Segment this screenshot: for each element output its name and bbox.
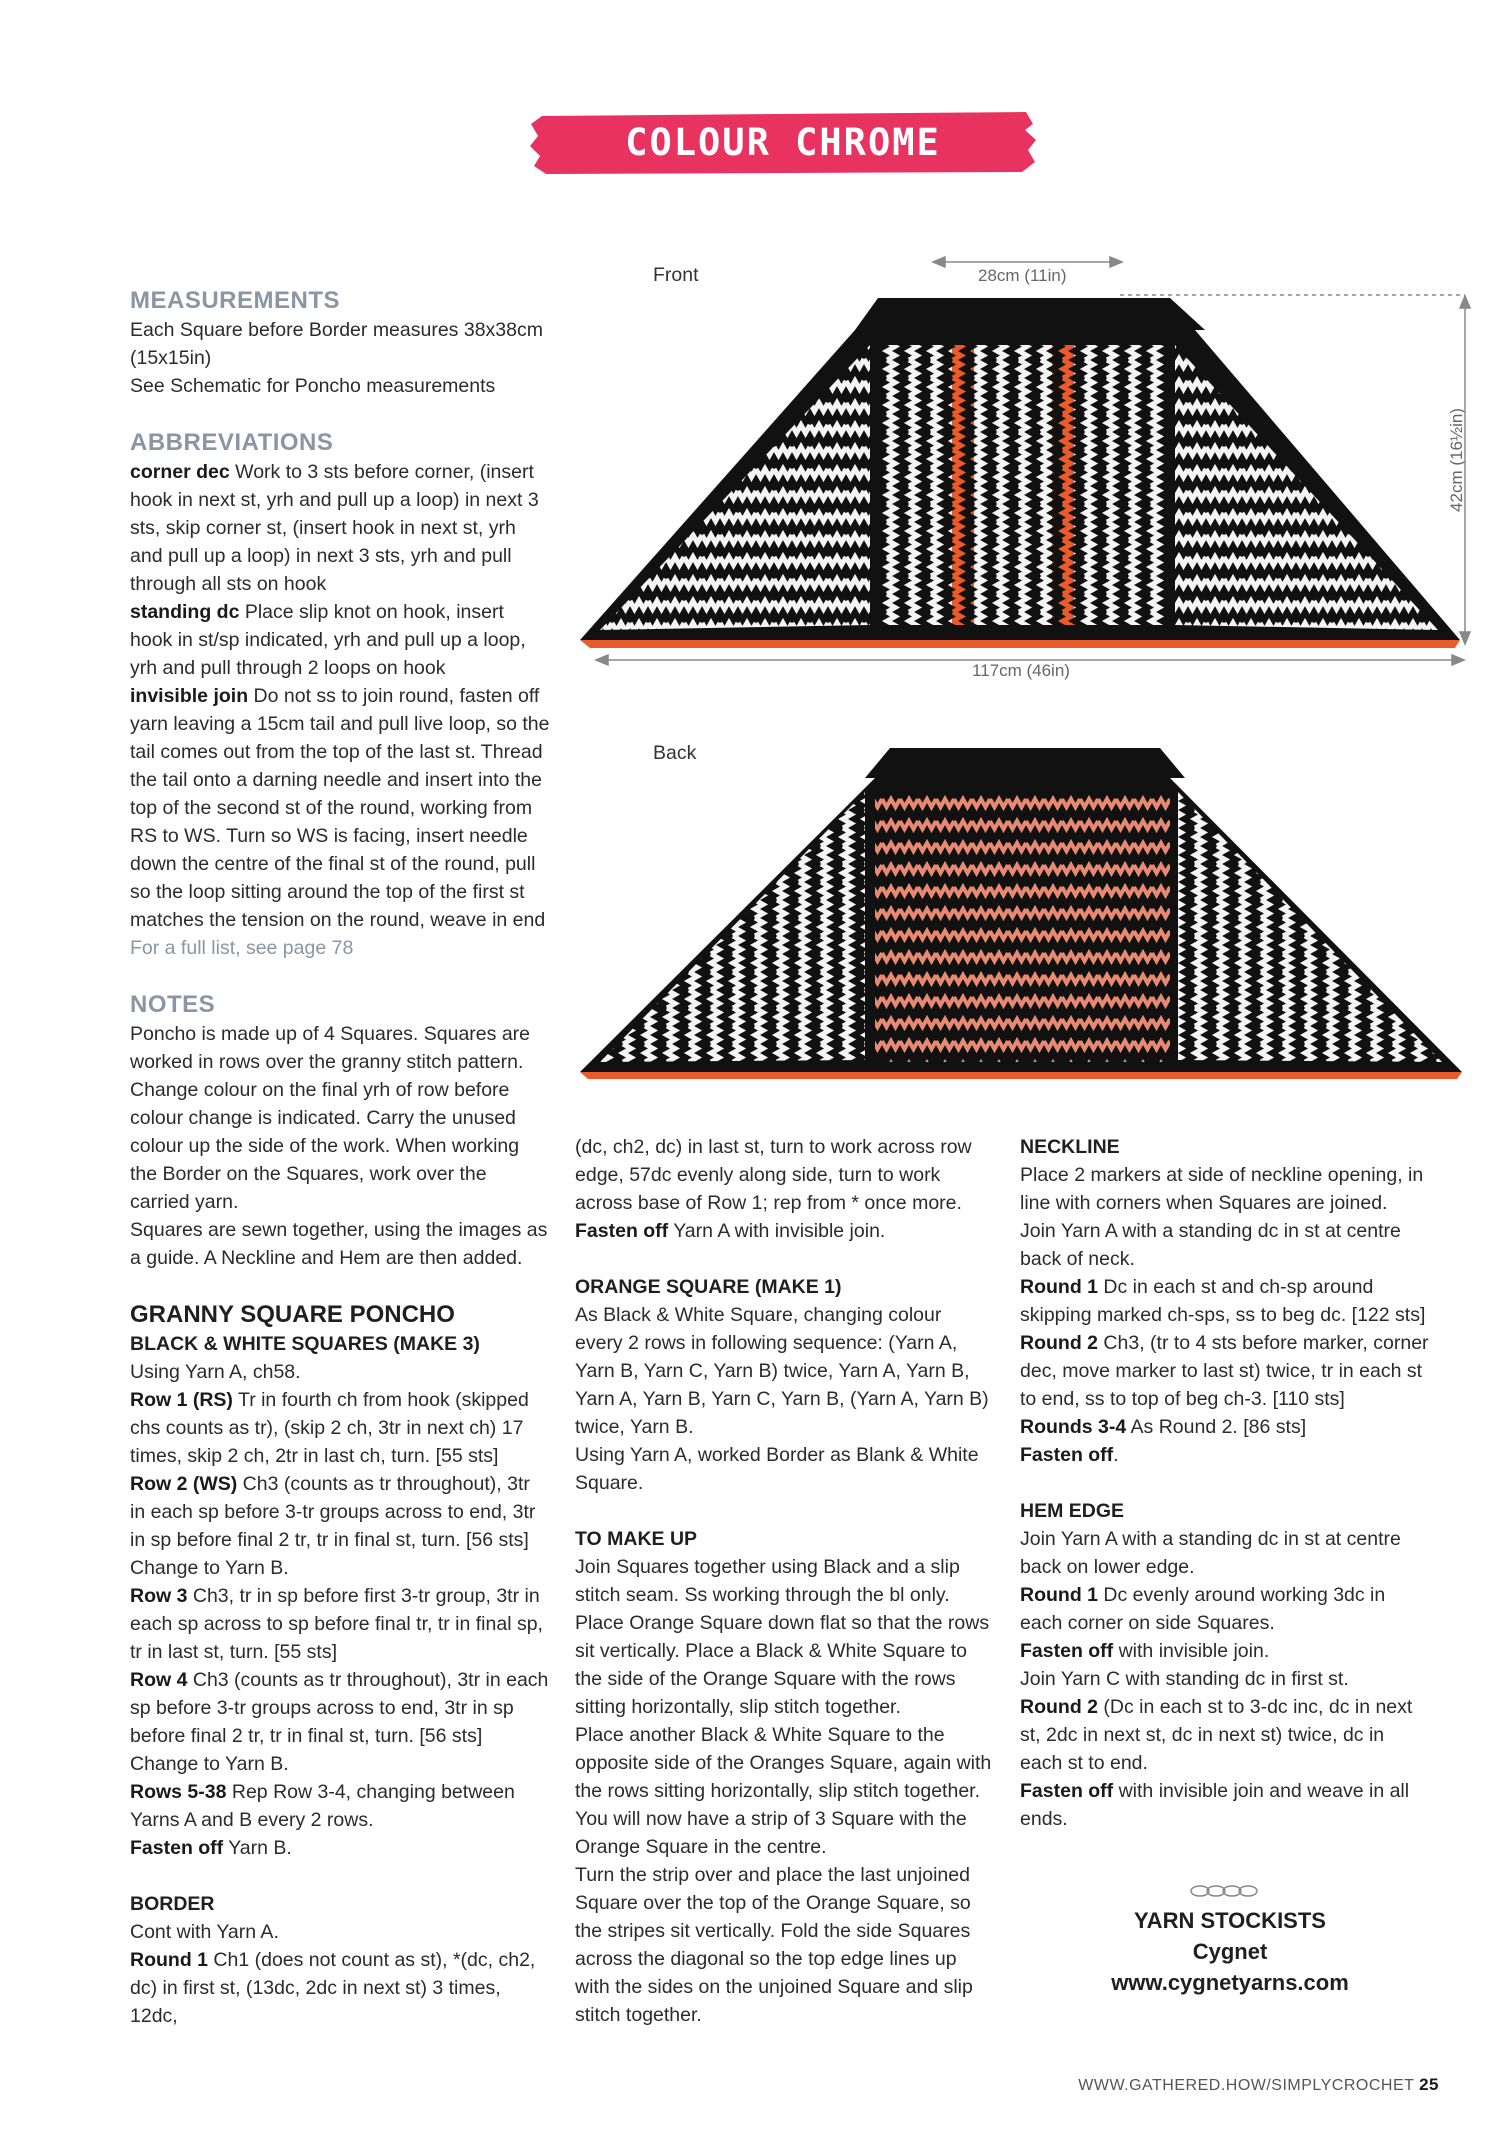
back-poncho bbox=[580, 748, 1462, 1079]
back-label: Back bbox=[653, 742, 697, 764]
hem-p2: Join Yarn C with standing dc in first st. bbox=[1020, 1668, 1349, 1690]
stockists-url[interactable]: www.cygnetyarns.com bbox=[1111, 1970, 1349, 1995]
pattern-start: Using Yarn A, ch58. bbox=[130, 1361, 301, 1383]
neckline-fasten: Fasten off. bbox=[1020, 1444, 1119, 1466]
hem-fasten1: Fasten off with invisible join. bbox=[1020, 1640, 1270, 1662]
dim-side: 42cm (16½in) bbox=[1446, 408, 1466, 512]
abbreviations-heading: ABBREVIATIONS bbox=[130, 429, 334, 456]
neckline-round2: Round 2 Ch3, (tr to 4 sts before marker, corner dec, move marker to last st) twice, tr in each st to end, ss to top of beg ch-3. [110 sts] bbox=[1020, 1332, 1429, 1410]
stockists-heading: YARN STOCKISTS bbox=[1134, 1908, 1326, 1933]
middle-column bbox=[575, 1133, 993, 2029]
abbrev-invisible-join: invisible join Do not ss to join round, fasten off yarn leaving a 15cm tail and pull live loop, so the tail comes out from the top of the last st. Thread the tail onto a darning needle and insert into the top of the second st of the round, working from RS to WS. Turn so WS is facing, insert needle down the centre of the final st of the round, pull so the loop sitting around the top of the first st matches the tension on the round, weave in end bbox=[130, 685, 550, 931]
abbrev-full-list: For a full list, see page 78 bbox=[130, 937, 354, 959]
hem-p1: Join Yarn A with a standing dc in st at centre back on lower edge. bbox=[1020, 1528, 1401, 1578]
neckline-p1: Place 2 markers at side of neckline opening, in line with corners when Squares are joined. bbox=[1020, 1164, 1424, 1214]
stockists-name: Cygnet bbox=[1192, 1939, 1268, 1964]
front-label: Front bbox=[653, 264, 699, 286]
fasten-off-1: Fasten off Yarn B. bbox=[130, 1837, 292, 1859]
row-1: Row 1 (RS) Tr in fourth ch from hook (skipped chs counts as tr), (skip 2 ch, 3tr in next ch) 17 times, skip 2 ch, 2tr in last ch, turn. [55 sts] bbox=[130, 1389, 529, 1467]
yarn-stockists bbox=[1060, 1905, 1400, 1998]
orange-text1: As Black & White Square, changing colour every 2 rows in following sequence: (Yarn A, Yarn B, Yarn C, Yarn B) twice, Yarn A, Yarn B, Yarn A, Yarn B, Yarn C, Yarn B, (Yarn A, Yarn B) twice, Yarn B. bbox=[575, 1304, 989, 1438]
row-3: Row 3 Ch3, tr in sp before first 3-tr group, 3tr in each sp across to sp before final tr, tr in final sp, tr in last st, turn. [55 sts] bbox=[130, 1585, 543, 1663]
bw-heading: BLACK & WHITE SQUARES (MAKE 3) bbox=[130, 1333, 480, 1355]
chain-ornament-icon bbox=[1190, 1882, 1264, 1900]
footer bbox=[1078, 2075, 1439, 2095]
abbrev-corner-dec: corner dec Work to 3 sts before corner, (insert hook in next st, yrh and pull up a loop) in next 3 sts, skip corner st, (insert hook in next st, yrh and pull up a loop) in next 3 sts, yrh and pull through all sts on hook bbox=[130, 461, 539, 595]
notes-heading: NOTES bbox=[130, 991, 216, 1018]
pattern-title: GRANNY SQUARE PONCHO bbox=[130, 1301, 455, 1328]
right-column bbox=[1020, 1133, 1430, 1833]
orange-heading: ORANGE SQUARE (MAKE 1) bbox=[575, 1276, 842, 1298]
makeup-p1: Join Squares together using Black and a slip stitch seam. Ss working through the bl only. bbox=[575, 1556, 960, 1606]
border-heading: BORDER bbox=[130, 1893, 215, 1915]
orange-text2: Using Yarn A, worked Border as Blank & White Square. bbox=[575, 1444, 979, 1494]
neckline-round1: Round 1 Dc in each st and ch-sp around skipping marked ch-sps, ss to beg dc. [122 sts] bbox=[1020, 1276, 1426, 1326]
makeup-p4: Turn the strip over and place the last unjoined Square over the top of the Orange Square, so the stripes sit vertically. Fold the side Squares across the diagonal so the top edge lines up with the sides on the unjoined Square and slip stitch together. bbox=[575, 1864, 973, 2026]
page-number: 25 bbox=[1419, 2075, 1439, 2094]
abbrev-standing-dc: standing dc Place slip knot on hook, insert hook in st/sp indicated, yrh and pull up a loop, yrh and pull through 2 loops on hook bbox=[130, 601, 526, 679]
footer-url[interactable]: WWW.GATHERED.HOW/SIMPLYCROCHET bbox=[1078, 2077, 1415, 2094]
left-column bbox=[130, 286, 550, 2030]
hem-round1: Round 1 Dc evenly around working 3dc in each corner on side Squares. bbox=[1020, 1584, 1386, 1634]
hem-heading: HEM EDGE bbox=[1020, 1500, 1125, 1522]
makeup-p3: Place another Black & White Square to the opposite side of the Oranges Square, again with the rows sitting horizontally, slip stitch together. You will now have a strip of 3 Square with the Orange Square in the centre. bbox=[575, 1724, 992, 1858]
rows-5-38: Rows 5-38 Rep Row 3-4, changing between Yarns A and B every 2 rows. bbox=[130, 1781, 515, 1831]
row-4: Row 4 Ch3 (counts as tr throughout), 3tr in each sp before 3-tr groups across to end, 3tr in sp before final 2 tr, tr in final st, turn. [56 sts] Change to Yarn B. bbox=[130, 1669, 549, 1775]
notes-para1: Poncho is made up of 4 Squares. Squares are worked in rows over the granny stitch pattern. Change colour on the final yrh of row before colour change is indicated. Carry the unused colour up the side of the work. When working the Border on the Squares, work over the carried yarn. bbox=[130, 1023, 530, 1213]
front-poncho bbox=[580, 298, 1460, 648]
measurements-line1: Each Square before Border measures 38x38cm (15x15in) bbox=[130, 319, 543, 369]
hem-round2: Round 2 (Dc in each st to 3-dc inc, dc in next st, 2dc in next st, dc in next st) twice, dc in each st to end. bbox=[1020, 1696, 1413, 1774]
neckline-rounds3-4: Rounds 3-4 As Round 2. [86 sts] bbox=[1020, 1416, 1307, 1438]
makeup-p2: Place Orange Square down flat so that the rows sit vertically. Place a Black & White Square to the side of the Orange Square with the rows sitting horizontally, slip stitch together. bbox=[575, 1612, 990, 1718]
makeup-heading: TO MAKE UP bbox=[575, 1528, 698, 1550]
neckline-heading: NECKLINE bbox=[1020, 1136, 1120, 1158]
border-start: Cont with Yarn A. bbox=[130, 1921, 279, 1943]
measurements-line2: See Schematic for Poncho measurements bbox=[130, 375, 496, 397]
dim-bottom: 117cm (46in) bbox=[972, 661, 1070, 680]
measurements-heading: MEASUREMENTS bbox=[130, 287, 341, 314]
dim-top: 28cm (11in) bbox=[978, 266, 1067, 285]
border-fasten: Fasten off Yarn A with invisible join. bbox=[575, 1220, 886, 1242]
hem-fasten2: Fasten off with invisible join and weave in all ends. bbox=[1020, 1780, 1410, 1830]
border-round1: Round 1 Ch1 (does not count as st), *(dc, ch2, dc) in first st, (13dc, 2dc in next st) 3 times, 12dc, bbox=[130, 1949, 536, 2027]
notes-para2: Squares are sewn together, using the images as a guide. A Neckline and Hem are then added. bbox=[130, 1219, 548, 1269]
border-cont: (dc, ch2, dc) in last st, turn to work across row edge, 57dc evenly along side, turn to work across base of Row 1; rep from * once more. bbox=[575, 1136, 972, 1214]
neckline-p2: Join Yarn A with a standing dc in st at centre back of neck. bbox=[1020, 1220, 1401, 1270]
banner-title: COLOUR CHROME COLLECTION bbox=[625, 121, 941, 230]
row-2: Row 2 (WS) Ch3 (counts as tr throughout), 3tr in each sp before 3-tr groups across to end, 3tr in sp before final 2 tr, tr in final st, turn. [56 sts] Change to Yarn B. bbox=[130, 1473, 536, 1579]
